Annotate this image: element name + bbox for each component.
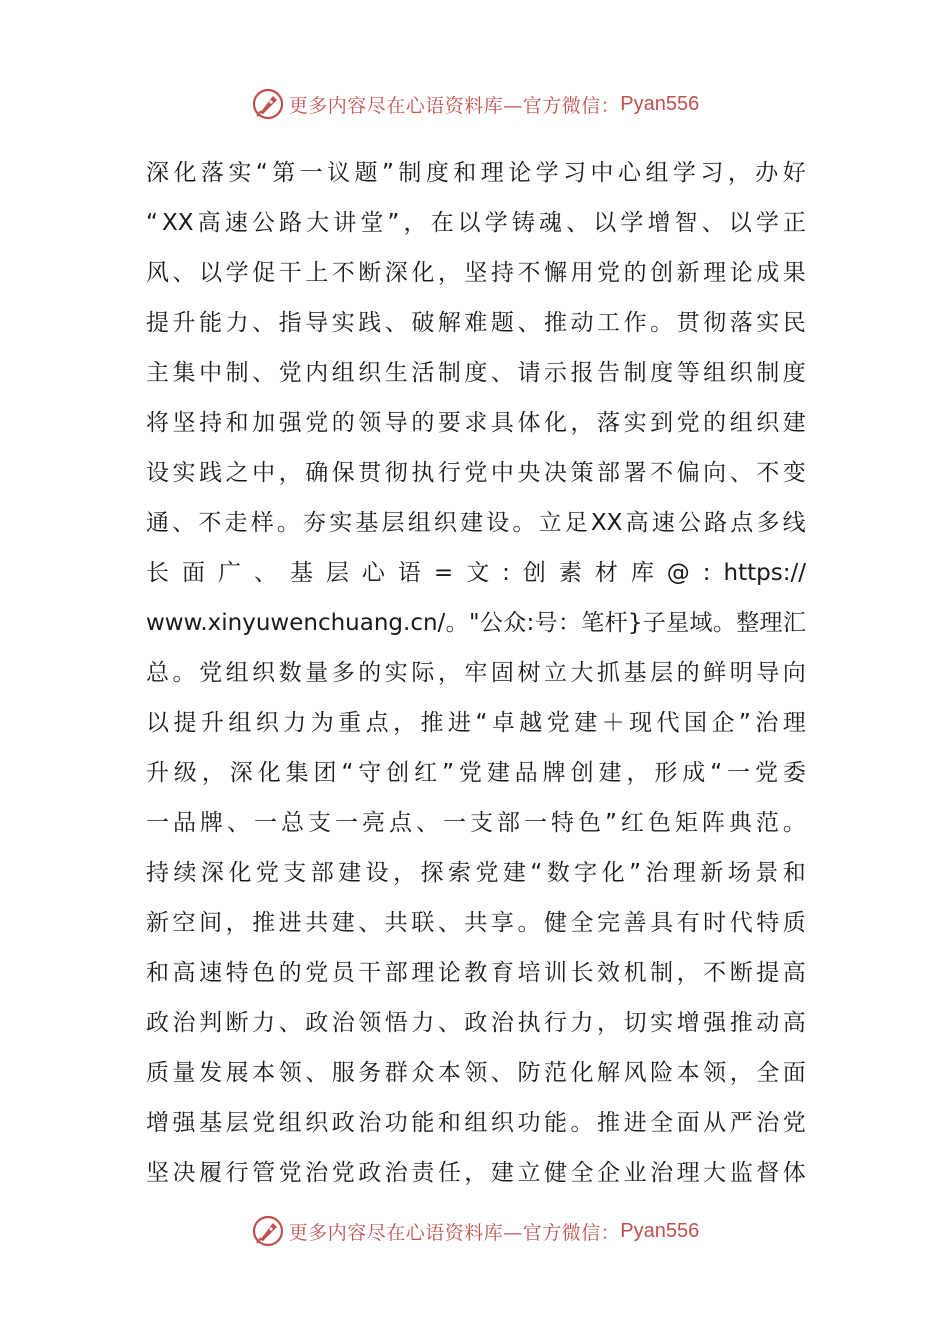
text-line: 深 化 落 实 “ 第 一 议 题 ” 制 度 和 理 论 学 习 中 心 组 学 习 ， 办 好 <box>146 160 806 186</box>
text-line: 持 续 深 化 党 支 部 建 设 ， 探 索 党 建 “ 数 字 化 ” 治 理 新 场 景 和 <box>146 860 806 886</box>
text-line: 提 升 能 力 、 指 导 实 践 、 破 解 难 题 、 推 动 工 作 。 贯 彻 落 实 民 <box>146 310 806 336</box>
banner-text: 更多内容尽在心语资料库—官方微信： <box>288 94 621 117</box>
text-line: 总 。 党 组 织 数 量 多 的 实 际 ， 牢 固 树 立 大 抓 基 层 的 鲜 明 导 向 <box>146 660 806 686</box>
pen-nib-circle-icon <box>251 87 285 121</box>
banner-wechat-id: Pyan556 <box>620 92 700 115</box>
text-line: 长 面 广 、 基 层 心 语 = 文 : 创 素 材 库 @ : https:// <box>146 560 806 586</box>
pen-nib-circle-icon <box>251 1214 285 1248</box>
text-line: 主 集 中 制 、 党 内 组 织 生 活 制 度 、 请 示 报 告 制 度 等 组 织 制 度 <box>146 360 806 386</box>
text-line: 以 提 升 组 织 力 为 重 点 ， 推 进 “ 卓 越 党 建 ＋ 现 代 国 企 ” 治 理 <box>146 710 806 736</box>
text-line: 将 坚 持 和 加 强 党 的 领 导 的 要 求 具 体 化 ， 落 实 到 党 的 组 织 建 <box>146 410 806 436</box>
footer-banner <box>0 1211 950 1251</box>
document-body <box>146 148 806 1198</box>
text-line: 风 、 以 学 促 干 上 不 断 深 化 ， 坚 持 不 懈 用 党 的 创 新 理 论 成 果 <box>146 260 806 286</box>
text-line: 一 品 牌 、 一 总 支 一 亮 点 、 一 支 部 一 特 色 ” 红 色 矩 阵 典 范 。 <box>146 810 806 836</box>
banner-text: 更多内容尽在心语资料库—官方微信： <box>288 1221 621 1244</box>
text-line: 增 强 基 层 党 组 织 政 治 功 能 和 组 织 功 能 。 推 进 全 面 从 严 治 党 <box>146 1110 806 1136</box>
text-line: 和 高 速 特 色 的 党 员 干 部 理 论 教 育 培 训 长 效 机 制 ， 不 断 提 高 <box>146 960 806 986</box>
text-line: 新 空 间 ， 推 进 共 建 、 共 联 、 共 享 。 健 全 完 善 具 有 时 代 特 质 <box>146 910 806 936</box>
header-banner <box>0 84 950 124</box>
text-line: 通 、 不 走 样 。 夯 实 基 层 组 织 建 设 。 立 足 XX 高 速 公 路 点 多 线 <box>146 510 806 536</box>
banner-wechat-id: Pyan556 <box>620 1219 700 1242</box>
text-line: 政 治 判 断 力 、 政 治 领 悟 力 、 政 治 执 行 力 ， 切 实 增 强 推 动 高 <box>146 1010 806 1036</box>
text-line: 质 量 发 展 本 领 、 服 务 群 众 本 领 、 防 范 化 解 风 险 本 领 ， 全 面 <box>146 1060 806 1086</box>
text-line: www.xinyuwenchuang.cn/ 。 " 公 众 : 号 ： 笔 杆 } 子 星 域 。 整 理 汇 <box>146 610 806 636</box>
text-line: 升 级 ， 深 化 集 团 “ 守 创 红 ” 党 建 品 牌 创 建 ， 形 成 “ 一 党 委 <box>146 760 806 786</box>
text-line: 设 实 践 之 中 ， 确 保 贯 彻 执 行 党 中 央 决 策 部 署 不 偏 向 、 不 变 <box>146 460 806 486</box>
text-line: 坚 决 履 行 管 党 治 党 政 治 责 任 ， 建 立 健 全 企 业 治 理 大 监 督 体 <box>146 1160 806 1186</box>
text-line: “ XX 高 速 公 路 大 讲 堂 ” ， 在 以 学 铸 魂 、 以 学 增 智 、 以 学 正 <box>146 210 806 236</box>
